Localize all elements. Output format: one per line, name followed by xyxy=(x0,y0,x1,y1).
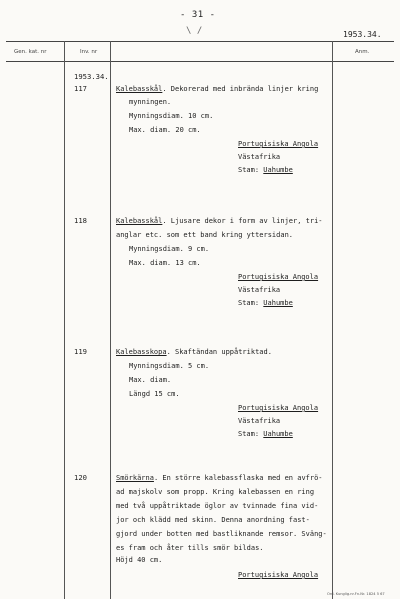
entry-tribe: Stam: Uahumbe xyxy=(238,430,293,438)
entry-description: jor och klädd med skinn. Denna anordning fast- xyxy=(116,516,310,524)
inventory-number: 119 xyxy=(74,347,87,356)
entry-measurement: Mynningsdiam. 9 cm. xyxy=(129,245,210,253)
inventory-number: 117 xyxy=(74,84,87,93)
entry-measurement: Max. diam. 13 cm. xyxy=(129,259,201,267)
entry-region: Västafrika xyxy=(238,153,281,161)
entry-description: . Dekorerad med inbrända linjer kring xyxy=(162,85,319,93)
entry-description: mynningen. xyxy=(129,98,172,106)
entry-measurement: Mynningsdiam. 5 cm. xyxy=(129,362,210,370)
entry-measurement: Längd 15 cm. xyxy=(129,390,180,398)
entry-description: . Ljusare dekor i form av linjer, tri- xyxy=(162,217,323,225)
entry-description: gjord under botten med bastliknande remsor. Sväng- xyxy=(116,530,327,538)
entry-title: Kalebasskål xyxy=(116,217,163,225)
entry-region: Västafrika xyxy=(238,286,281,294)
column-divider-notes xyxy=(332,41,333,599)
page-year: 1953.34. xyxy=(343,30,382,39)
page-number: - 31 - xyxy=(180,10,216,20)
entry-description: med två uppåtriktade öglor av tvinnade fina vid- xyxy=(116,502,319,510)
column-header-notes: Anm. xyxy=(355,49,370,55)
entry-line xyxy=(116,348,272,356)
entry-tribe: Stam: Uahumbe xyxy=(238,299,293,307)
pencil-mark: \ / xyxy=(186,26,203,36)
group-year: 1953.34. xyxy=(74,72,109,81)
entry-description: anglar etc. som ett band kring yttersidan. xyxy=(116,231,294,239)
inventory-number: 120 xyxy=(74,473,87,482)
column-header-inventory: Inv. nr xyxy=(80,49,98,55)
entry-measurement: Mynningsdiam. 10 cm. xyxy=(129,112,214,120)
entry-tribe: Stam: Uahumbe xyxy=(238,166,293,174)
entry-line xyxy=(116,474,323,482)
entry-description: es fram och åter tills smör bildas. xyxy=(116,544,264,552)
entry-measurement: Max. diam. 20 cm. xyxy=(129,126,201,134)
entry-title: Kalebasskopa xyxy=(116,348,167,356)
entry-description: . En större kalebassflaska med en avfrö- xyxy=(153,474,323,482)
column-divider-catalog xyxy=(64,41,65,599)
print-footer: Ord. Kunglig.nr.Fn.Nr. 1824 5 67 xyxy=(327,592,385,596)
entry-title: Smörkärna xyxy=(116,474,154,482)
entry-origin: Portugisiska Angola xyxy=(238,571,319,579)
entry-measurement: Höjd 40 cm. xyxy=(116,556,163,564)
entry-origin: Portugisiska Angola xyxy=(238,404,319,412)
entry-origin: Portugisiska Angola xyxy=(238,273,319,281)
column-divider-inventory xyxy=(110,41,111,599)
entry-description: ad majskolv som propp. Kring kalebassen en ring xyxy=(116,488,315,496)
entry-description: . Skaftändan uppåtriktad. xyxy=(166,348,272,356)
entry-region: Västafrika xyxy=(238,417,281,425)
entry-line xyxy=(116,85,318,93)
inventory-number: 118 xyxy=(74,216,87,225)
entry-origin: Portugisiska Angola xyxy=(238,140,319,148)
entry-measurement: Max. diam. xyxy=(129,376,172,384)
entry-title: Kalebasskål xyxy=(116,85,163,93)
entry-line xyxy=(116,217,323,225)
column-header-catalog: Gen. kat. nr xyxy=(14,49,47,55)
